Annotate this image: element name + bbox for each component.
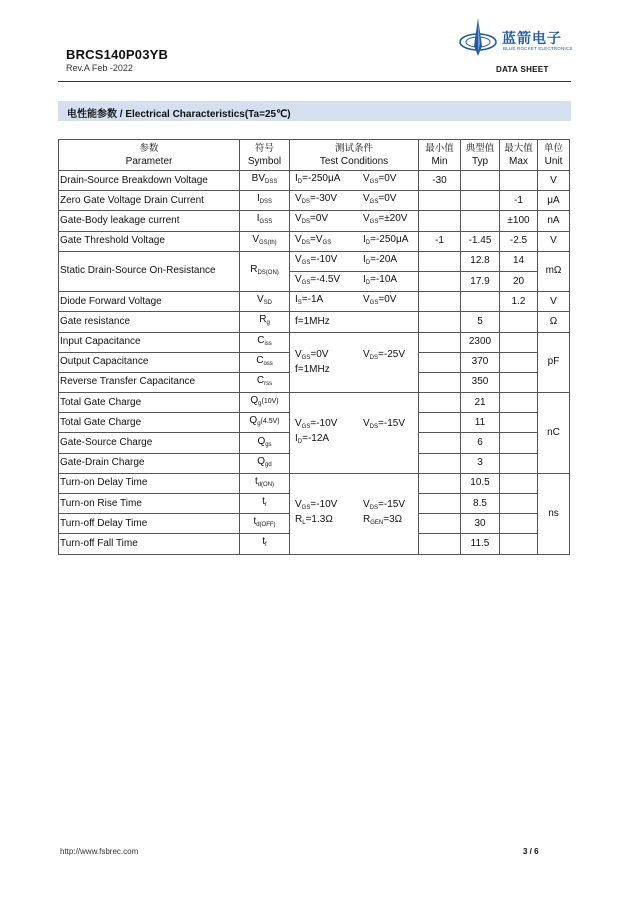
min-cell [419, 453, 461, 473]
symbol-cell: $I_{GSS}$ [240, 211, 290, 231]
condition-cell: $V_{GS}=-10V$ $V_{DS}=-15V$ $R_L=1.3\Omega$ $R_{GEN}=3\Omega$ [290, 473, 419, 554]
footer-url[interactable]: http://www.fsbrec.com [60, 847, 139, 856]
cond-value: ±20V [384, 213, 408, 225]
typ-cell: 370 [461, 352, 500, 372]
table-row [59, 332, 570, 352]
min-cell [419, 393, 461, 413]
max-cell [500, 433, 538, 453]
unit-cell: V [538, 292, 570, 312]
min-cell [419, 211, 461, 231]
condition-cell: $V_{GS}=-10V$ $I_D=-20A$ [290, 251, 419, 271]
max-cell: -1 [500, 191, 538, 211]
param-cell: Turn-on Rise Time [59, 494, 240, 514]
param-cell: Gate resistance [59, 312, 240, 332]
unit-cell: nA [538, 211, 570, 231]
param-cell: Diode Forward Voltage [59, 292, 240, 312]
cond-value: -250μA [307, 173, 341, 185]
symbol-subnote: (10V) [261, 398, 279, 406]
unit-cell: ns [538, 473, 570, 554]
unit-cell: Ω [538, 312, 570, 332]
table-row [59, 393, 570, 413]
cond-value: 0V [316, 348, 329, 360]
company-name: 蓝箭电子 [502, 31, 562, 47]
param-cell: Turn-off Fall Time [59, 534, 240, 554]
cond-value: 0V [384, 193, 397, 205]
unit-cell: V [538, 171, 570, 191]
table-header-row [59, 140, 570, 171]
cond-value: -20A [375, 253, 398, 265]
min-cell: -30 [419, 171, 461, 191]
param-cell: Total Gate Charge [59, 413, 240, 433]
symbol-cell: $t_r$ [240, 494, 290, 514]
header-symbol-zh: 符号 [254, 143, 274, 154]
param-cell: Static Drain-Source On-Resistance [59, 251, 240, 291]
typ-cell [461, 171, 500, 191]
revision: Rev.A Feb -2022 [66, 63, 133, 73]
min-cell [419, 372, 461, 392]
condition-cell: $I_D=-250\mu A$ $V_{GS}=0V$ [290, 171, 419, 191]
cond-value: -10V [316, 417, 338, 429]
header-min-en: Min [431, 156, 448, 167]
typ-cell: 5 [461, 312, 500, 332]
symbol-cell: $t_{d(ON)}$ [240, 473, 290, 493]
unit-cell: pF [538, 332, 570, 393]
min-cell [419, 514, 461, 534]
max-cell: 20 [500, 271, 538, 291]
table-row [59, 231, 570, 251]
typ-cell: 11.5 [461, 534, 500, 554]
max-cell [500, 171, 538, 191]
typ-cell: 17.9 [461, 271, 500, 291]
symbol-cell: $BV_{DSS}$ [240, 171, 290, 191]
param-cell: Drain-Source Breakdown Voltage [59, 171, 240, 191]
max-cell [500, 514, 538, 534]
unit-cell: nC [538, 393, 570, 474]
param-cell: Total Gate Charge [59, 393, 240, 413]
max-cell [500, 332, 538, 352]
unit-cell: mΩ [538, 251, 570, 291]
condition-cell: $I_S=-1A$ $V_{GS}=0V$ [290, 292, 419, 312]
table-row [59, 171, 570, 191]
min-cell [419, 534, 461, 554]
typ-cell: 350 [461, 372, 500, 392]
param-cell: Input Capacitance [59, 332, 240, 352]
page-number: 3 / 6 [523, 847, 539, 856]
condition-cell: $V_{GS}=-4.5V$ $I_D=-10A$ [290, 271, 419, 291]
unit-cell: V [538, 231, 570, 251]
symbol-cell: $C_{iss}$ [240, 332, 290, 352]
table-row [59, 312, 570, 332]
min-cell [419, 352, 461, 372]
symbol-cell: $R_{DS(ON)}$ [240, 251, 290, 291]
symbol-cell: $Q_{gd}$ [240, 453, 290, 473]
symbol-cell: $R_g$ [240, 312, 290, 332]
section-title: 电性能参数 / Electrical Characteristics(Ta=25℃) [67, 109, 291, 120]
max-cell [500, 494, 538, 514]
symbol-cell: $t_f$ [240, 534, 290, 554]
condition-cell: f=1MHz [290, 312, 419, 332]
param-cell: Gate-Source Charge [59, 433, 240, 453]
cond-value: -25V [383, 348, 405, 360]
cond-value: -1A [307, 294, 324, 306]
part-number: BRCS140P03YB [66, 47, 169, 62]
typ-cell: 10.5 [461, 473, 500, 493]
cond-value: 3Ω [389, 513, 403, 525]
cond-value: -4.5V [316, 274, 341, 286]
typ-cell [461, 191, 500, 211]
param-cell: Gate Threshold Voltage [59, 231, 240, 251]
min-cell [419, 413, 461, 433]
header-cond-zh: 测试条件 [334, 143, 373, 154]
symbol-cell: $I_{DSS}$ [240, 191, 290, 211]
min-cell [419, 473, 461, 493]
min-cell [419, 332, 461, 352]
cond-value: 1.3Ω [311, 513, 333, 525]
condition-cell: $V_{DS}=V_{GS}$ $I_D=-250\mu A$ [290, 231, 419, 251]
max-cell [500, 413, 538, 433]
typ-cell: -1.45 [461, 231, 500, 251]
condition-cell: $V_{GS}=-10V$ $V_{DS}=-15V$ $I_D=-12A$ [290, 393, 419, 474]
symbol-cell: $Q_g(4.5V)$ [240, 413, 290, 433]
typ-cell [461, 292, 500, 312]
table-row [59, 251, 570, 271]
condition-cell: $V_{DS}=0V$ $V_{GS}=\pm 20V$ [290, 211, 419, 231]
min-cell [419, 191, 461, 211]
cond-value: -15V [383, 417, 405, 429]
header-param-zh: 参数 [139, 143, 159, 154]
header-unit-en: Unit [544, 156, 563, 167]
header-symbol-en: Symbol [247, 156, 282, 167]
min-cell [419, 312, 461, 332]
typ-cell: 3 [461, 453, 500, 473]
typ-cell [461, 211, 500, 231]
typ-cell: 6 [461, 433, 500, 453]
header-max-zh: 最大值 [504, 143, 533, 154]
header-cond-en: Test Conditions [319, 156, 389, 167]
header-max-en: Max [509, 156, 528, 167]
param-cell: Gate-Drain Charge [59, 453, 240, 473]
typ-cell: 11 [461, 413, 500, 433]
condition-cell: $V_{GS}=0V$ $V_{DS}=-25V$ f=1MHz [290, 332, 419, 393]
cond-value: 0V [315, 213, 329, 225]
condition-cell: $V_{DS}=-30V$ $V_{GS}=0V$ [290, 191, 419, 211]
symbol-cell: $Q_g(10V)$ [240, 393, 290, 413]
param-cell: Output Capacitance [59, 352, 240, 372]
cond-value: -30V [315, 193, 337, 205]
min-cell [419, 251, 461, 271]
unit-cell: μA [538, 191, 570, 211]
cond-value: 0V [384, 173, 397, 185]
header-unit-zh: 单位 [543, 143, 563, 154]
max-cell: 14 [500, 251, 538, 271]
max-cell [500, 312, 538, 332]
min-cell [419, 494, 461, 514]
symbol-cell: $Q_{gs}$ [240, 433, 290, 453]
param-cell: Turn-on Delay Time [59, 473, 240, 493]
min-cell: -1 [419, 231, 461, 251]
cond-value: 0V [384, 294, 397, 306]
cond-value: -12A [307, 432, 330, 444]
typ-cell: 21 [461, 393, 500, 413]
param-cell: Reverse Transfer Capacitance [59, 372, 240, 392]
table-row [59, 473, 570, 493]
cond-value: -15V [383, 498, 405, 510]
cond-value: -250μA [375, 233, 409, 245]
symbol-cell: $C_{oss}$ [240, 352, 290, 372]
header-rule [58, 81, 571, 82]
param-cell: Zero Gate Voltage Drain Current [59, 191, 240, 211]
cond-value: -10A [375, 274, 398, 286]
company-sub: BLUE ROCKET ELECTRONICS [503, 46, 573, 51]
symbol-cell: $V_{SD}$ [240, 292, 290, 312]
min-cell [419, 433, 461, 453]
max-cell [500, 453, 538, 473]
table-row [59, 211, 570, 231]
max-cell [500, 534, 538, 554]
cond-value: f=1MHz [295, 363, 330, 375]
symbol-cell: $C_{rss}$ [240, 372, 290, 392]
param-cell: Gate-Body leakage current [59, 211, 240, 231]
max-cell [500, 473, 538, 493]
table-row [59, 191, 570, 211]
min-cell [419, 271, 461, 291]
typ-cell: 30 [461, 514, 500, 534]
max-cell: ±100 [500, 211, 538, 231]
typ-cell: 2300 [461, 332, 500, 352]
min-cell [419, 292, 461, 312]
max-cell: -2.5 [500, 231, 538, 251]
param-cell: Turn-off Delay Time [59, 514, 240, 534]
symbol-cell: $t_{d(OFF)}$ [240, 514, 290, 534]
typ-cell: 8.5 [461, 494, 500, 514]
symbol-cell: $V_{GS(th)}$ [240, 231, 290, 251]
max-cell [500, 393, 538, 413]
max-cell [500, 352, 538, 372]
max-cell: 1.2 [500, 292, 538, 312]
electrical-characteristics-table [58, 139, 570, 555]
max-cell [500, 372, 538, 392]
cond-value: -10V [316, 253, 338, 265]
header-param-en: Parameter [125, 156, 173, 167]
cond-value: -10V [316, 498, 338, 510]
header-min-zh: 最小值 [425, 143, 454, 154]
table-row [59, 292, 570, 312]
typ-cell: 12.8 [461, 251, 500, 271]
header-typ-en: Typ [471, 156, 489, 167]
header-typ-zh: 典型值 [465, 143, 495, 154]
doc-type: DATA SHEET [496, 65, 549, 74]
symbol-subnote: (4.5V) [260, 418, 280, 426]
section-header [58, 101, 571, 121]
